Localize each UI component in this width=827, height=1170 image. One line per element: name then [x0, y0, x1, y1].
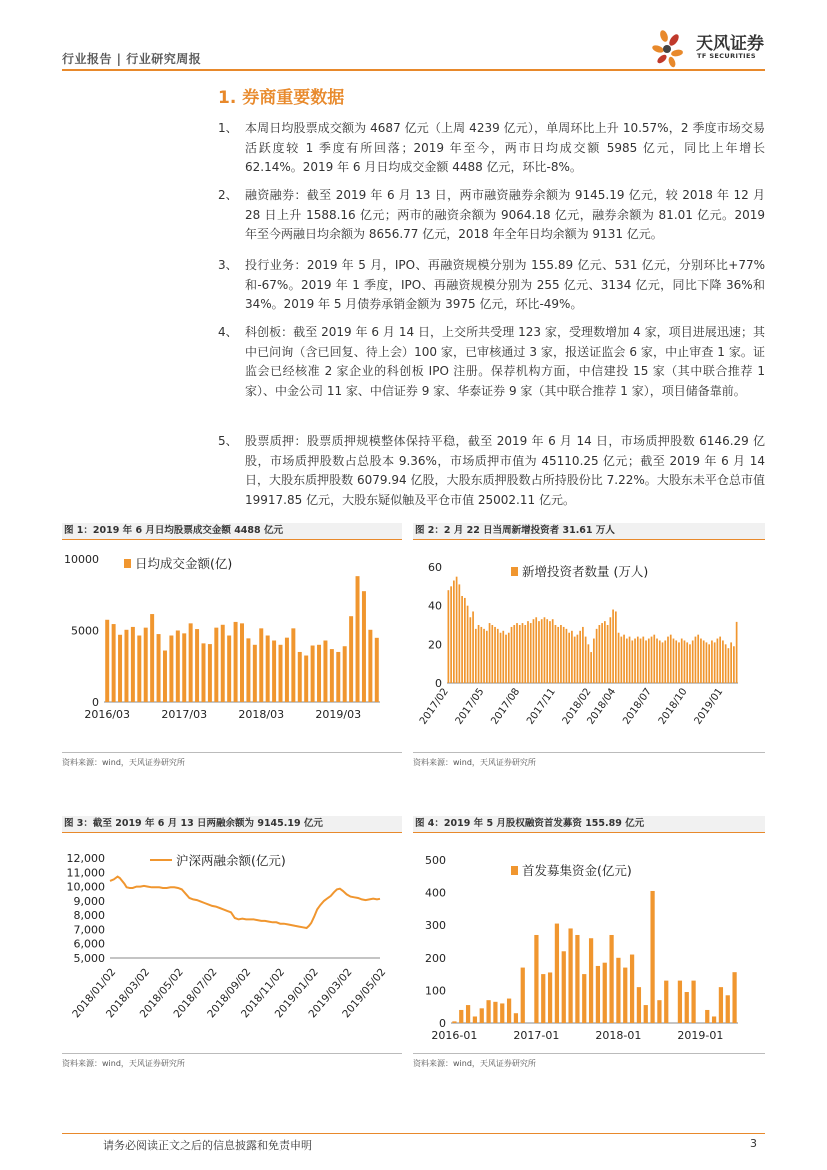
bar	[726, 995, 730, 1023]
bar	[521, 968, 525, 1023]
bar	[514, 1013, 518, 1023]
bar	[634, 639, 636, 683]
bar	[678, 981, 682, 1023]
logo-text-en: TF SECURITIES	[697, 52, 756, 60]
bar	[478, 625, 480, 683]
bar	[323, 641, 327, 702]
chart-1-svg	[62, 545, 402, 745]
figure-4-source-rule	[413, 1053, 765, 1054]
bar	[541, 619, 543, 683]
x-tick-label: 2018/09/02	[205, 966, 254, 1021]
bar	[530, 623, 532, 683]
bar	[291, 628, 295, 702]
bar	[719, 987, 723, 1023]
bar	[686, 642, 688, 683]
bar	[560, 625, 562, 683]
bar	[593, 639, 595, 683]
bar	[582, 627, 584, 683]
bar	[467, 606, 469, 683]
bar	[266, 636, 270, 702]
disclaimer-note: 请务必阅读正文之后的信息披露和免责申明	[103, 1139, 312, 1152]
bar	[645, 640, 647, 683]
y-tick-label: 100	[425, 984, 446, 998]
bar	[566, 629, 568, 683]
bar	[497, 629, 499, 683]
bar	[664, 640, 666, 683]
bar	[601, 623, 603, 683]
bar	[502, 631, 504, 683]
x-tick-label: 2018/04	[585, 686, 619, 727]
bar	[124, 630, 128, 702]
bar	[195, 629, 199, 702]
figure-3-title: 图 3：截至 2019 年 6 月 13 日两融余额为 9145.19 亿元	[62, 816, 402, 832]
figure-4-chart	[413, 838, 765, 1048]
bar	[615, 611, 617, 683]
bar	[604, 621, 606, 683]
x-tick-label: 2018/03	[238, 708, 285, 721]
bar	[240, 623, 244, 702]
bar	[279, 645, 283, 702]
bar	[664, 981, 668, 1023]
y-tick-label: 12,000	[66, 852, 105, 865]
bar	[637, 987, 641, 1023]
y-tick-label: 0	[439, 1017, 446, 1030]
paragraph-number: 5、	[218, 434, 238, 448]
bar	[708, 644, 710, 683]
bar	[450, 586, 452, 683]
bar	[555, 625, 557, 683]
paragraph-text: 股票质押：股票质押规模整体保持平稳，截至 2019 年 6 月 14 日，市场质押股数 6146.29 亿股，市场质押股数占总股本 9.36%，市场质押市值为 45110.25 亿元；截至 2019 年 6 月 14 日，大股东质押股数 6079.94 亿股，大股东质押股数占所持股份比 7.22%。大股东未平仓总市值 19917.85 亿元，大股东疑似触及平仓市值 25002.11 亿元。	[245, 434, 765, 507]
bar	[304, 656, 308, 702]
x-tick-label: 2017/08	[489, 686, 523, 727]
bar	[629, 637, 631, 683]
bar	[651, 637, 653, 683]
y-tick-label: 6,000	[73, 937, 105, 951]
x-tick-label: 2018/10	[656, 686, 690, 727]
bar	[336, 652, 340, 702]
bar	[684, 640, 686, 683]
x-tick-label: 2019/03	[315, 708, 362, 721]
series-line	[110, 877, 380, 928]
bar	[640, 639, 642, 683]
bar	[214, 628, 218, 702]
bar	[728, 648, 730, 683]
legend-swatch	[511, 866, 518, 875]
bar	[272, 641, 276, 702]
bar	[563, 627, 565, 683]
bar	[480, 1008, 484, 1023]
legend-swatch	[124, 559, 131, 568]
bar	[505, 635, 507, 683]
bar	[189, 623, 193, 702]
bar	[513, 625, 515, 683]
bar	[620, 637, 622, 683]
bar	[548, 972, 552, 1023]
bar	[112, 624, 116, 702]
y-tick-label: 40	[428, 599, 442, 613]
bar	[574, 637, 576, 683]
legend-swatch	[511, 567, 518, 576]
paragraph-text: 本周日均股票成交额为 4687 亿元（上周 4239 亿元），单周环比上升 10.57%，2 季度市场交易活跃度较 1 季度有所回落；2019 年至今，两市日均成交额 5985 亿元，同比上年增长 62.14%。2019 年 6 月日均成交金额 4488 亿元，环比-8%。	[245, 121, 765, 174]
bar	[670, 635, 672, 683]
bar	[448, 590, 450, 683]
bar	[483, 629, 485, 683]
bar	[466, 1005, 470, 1023]
bar	[480, 627, 482, 683]
x-tick-label: 2018/07/02	[171, 966, 220, 1021]
bar	[544, 617, 546, 683]
bar	[700, 639, 702, 683]
bar	[589, 938, 593, 1023]
bar	[169, 636, 173, 702]
bar	[623, 635, 625, 683]
bar	[253, 645, 257, 702]
y-tick-label: 300	[425, 919, 446, 933]
x-tick-label: 2017-01	[513, 1029, 560, 1042]
bar	[486, 631, 488, 683]
bar	[653, 635, 655, 683]
bar	[571, 631, 573, 683]
bar	[678, 642, 680, 683]
bar	[681, 639, 683, 683]
x-tick-label: 2019-01	[677, 1029, 724, 1042]
paragraph-text: 投行业务：2019 年 5 月，IPO、再融资规模分别为 155.89 亿元、531 亿元，分别环比+77%和-67%。2019 年 1 季度，IPO、再融资规模分别为 255 亿元、3134 亿元，同比下降 36%和 34%。2019 年 5 月债券承销金额为 3975 亿元，环比-49%。	[245, 258, 765, 311]
bar	[105, 620, 109, 702]
bar	[736, 622, 738, 683]
bar	[118, 635, 122, 702]
bar	[607, 625, 609, 683]
figure-4-rule	[413, 832, 765, 833]
bar	[507, 999, 511, 1023]
bar	[692, 640, 694, 683]
legend-label: 沪深两融余额(亿元)	[176, 853, 286, 868]
bar	[552, 619, 554, 683]
y-tick-label: 0	[435, 677, 442, 690]
bar	[522, 623, 524, 683]
x-tick-label: 2018-01	[595, 1029, 642, 1042]
paragraph-4	[218, 323, 765, 401]
bar	[473, 1016, 477, 1023]
bar	[453, 581, 455, 683]
bar	[630, 955, 634, 1023]
bar	[725, 644, 727, 683]
bar	[464, 598, 466, 683]
paragraph-2	[218, 186, 765, 245]
chart-4-svg	[413, 838, 765, 1048]
x-tick-label: 2017/03	[161, 708, 208, 721]
bar	[182, 633, 186, 702]
bar	[546, 619, 548, 683]
bar	[711, 640, 713, 683]
bar	[461, 596, 463, 683]
bar	[631, 640, 633, 683]
bar	[456, 577, 458, 683]
x-tick-label: 2016-01	[431, 1029, 478, 1042]
figure-3-source-rule	[62, 1053, 402, 1054]
bar	[650, 891, 654, 1023]
y-tick-label: 200	[425, 951, 446, 965]
footer-divider	[62, 1133, 765, 1134]
bar	[557, 627, 559, 683]
y-tick-label: 10,000	[66, 880, 105, 894]
paragraph-number: 1、	[218, 121, 238, 135]
paragraph-3	[218, 256, 765, 315]
bar	[311, 646, 315, 702]
bar	[362, 591, 366, 702]
figure-1-chart	[62, 545, 402, 745]
figure-1-rule	[62, 539, 402, 540]
bar	[516, 623, 518, 683]
bar	[486, 1000, 490, 1023]
y-tick-label: 20	[428, 638, 442, 652]
bar	[717, 639, 719, 683]
bar	[459, 1010, 463, 1023]
bar	[609, 935, 613, 1023]
bar	[648, 639, 650, 683]
figure-3-rule	[62, 832, 402, 833]
bar	[703, 640, 705, 683]
section-title: 1. 券商重要数据	[218, 88, 345, 108]
bar	[246, 638, 250, 702]
bar	[568, 633, 570, 683]
logo-text-cn: 天风证券	[696, 34, 764, 54]
bar	[489, 623, 491, 683]
y-tick-label: 9,000	[73, 894, 105, 908]
figure-4-title: 图 4：2019 年 5 月股权融资首发募资 155.89 亿元	[413, 816, 765, 832]
bar	[667, 637, 669, 683]
legend-label: 新增投资者数量 (万人)	[522, 564, 649, 579]
bar	[535, 617, 537, 683]
bar	[475, 629, 477, 683]
bar	[150, 614, 154, 702]
bar	[208, 644, 212, 702]
bar	[298, 652, 302, 702]
bar	[500, 1003, 504, 1023]
bar	[511, 627, 513, 683]
header-divider	[62, 69, 765, 71]
x-tick-label: 2018/03/02	[103, 966, 153, 1021]
bar	[656, 639, 658, 683]
bar	[582, 974, 586, 1023]
figure-2-title: 图 2：2 月 22 日当周新增投资者 31.61 万人	[413, 523, 765, 539]
bar	[644, 1005, 648, 1023]
bar	[493, 1002, 497, 1023]
paragraph-number: 4、	[218, 325, 238, 339]
bar	[657, 1000, 661, 1023]
bar	[623, 968, 627, 1023]
bar	[732, 972, 736, 1023]
figure-4-source: 资料来源：wind，天风证券研究所	[413, 1059, 536, 1068]
figure-1-source-rule	[62, 752, 402, 753]
bar	[494, 627, 496, 683]
bar	[719, 637, 721, 683]
bar	[596, 629, 598, 683]
report-category: 行业报告 | 行业研究周报	[62, 52, 202, 66]
bar	[508, 633, 510, 683]
bar	[201, 643, 205, 702]
y-tick-label: 0	[92, 696, 99, 709]
bar	[541, 974, 545, 1023]
bar	[534, 935, 538, 1023]
bar	[705, 1010, 709, 1023]
paragraph-text: 科创板：截至 2019 年 6 月 14 日，上交所共受理 123 家，受理数增加 4 家，项目进展迅速；其中已问询（含已回复、待上会）100 家，已审核通过 3 家，报送证监会 6 家，中止审查 1 家。证监会已经核准 2 家企业的科创板 IPO 注册。保荐机构方面，中信建投 15 家（其中联合推荐 1 家）、中金公司 11 家、中信证券 9 家、华泰证券 9 家（其中联合推荐 1 家），项目储备靠前。	[245, 325, 765, 398]
bar	[637, 637, 639, 683]
y-tick-label: 500	[425, 854, 446, 867]
bar	[527, 621, 529, 683]
bar	[730, 642, 732, 683]
figure-1-source: 资料来源：wind，天风证券研究所	[62, 758, 185, 767]
x-tick-label: 2018/01/02	[70, 966, 119, 1021]
bar	[599, 625, 601, 683]
bar	[555, 924, 559, 1023]
paragraph-number: 2、	[218, 188, 238, 202]
y-tick-label: 400	[425, 886, 446, 900]
bar	[356, 576, 360, 702]
logo-flower-icon	[652, 28, 694, 68]
bar	[722, 640, 724, 683]
bar	[349, 616, 353, 702]
x-tick-label: 2019/05/02	[340, 966, 389, 1021]
figure-1-title: 图 1：2019 年 6 月日均股票成交金额 4488 亿元	[62, 523, 402, 539]
bar	[452, 1021, 456, 1023]
figure-3-chart	[62, 838, 402, 1048]
bar	[131, 627, 135, 702]
paragraph-number: 3、	[218, 258, 238, 272]
bar	[524, 625, 526, 683]
bar	[538, 621, 540, 683]
bar	[695, 637, 697, 683]
bar	[459, 584, 461, 683]
bar	[575, 935, 579, 1023]
bar	[144, 628, 148, 702]
chart-3-svg	[62, 838, 402, 1048]
legend-label: 首发募集资金(亿元)	[522, 863, 632, 878]
figure-2-source-rule	[413, 752, 765, 753]
x-tick-label: 2018/07	[621, 686, 654, 727]
page-number: 3	[750, 1137, 757, 1150]
bar	[714, 642, 716, 683]
company-logo	[652, 28, 768, 68]
y-tick-label: 60	[428, 561, 442, 574]
paragraph-5	[218, 432, 765, 510]
bar	[590, 652, 592, 683]
bar	[596, 966, 600, 1023]
bar	[259, 628, 263, 702]
bar	[469, 617, 471, 683]
bar	[533, 619, 535, 683]
y-tick-label: 10000	[64, 553, 99, 566]
paragraph-1	[218, 119, 765, 178]
bar	[577, 635, 579, 683]
bar	[176, 631, 180, 703]
paragraph-text: 融资融券：截至 2019 年 6 月 13 日，两市融资融券余额为 9145.19 亿元，较 2018 年 12 月 28 日上升 1588.16 亿元；两市的融资余额为 9064.18 亿元，融券余额为 81.01 亿元。2019 年至今两融日均余额为 8656.77 亿元，2018 年全年日均余额为 9131 亿元。	[245, 188, 765, 241]
bar	[368, 630, 372, 702]
x-tick-label: 2019/01	[692, 686, 726, 727]
x-tick-label: 2017/02	[417, 686, 451, 727]
bar	[609, 617, 611, 683]
bar	[685, 992, 689, 1023]
bar	[691, 981, 695, 1023]
bar	[562, 951, 566, 1023]
bar	[689, 644, 691, 683]
bar	[603, 963, 607, 1023]
bar	[673, 639, 675, 683]
x-tick-label: 2019/03/02	[306, 966, 355, 1021]
figure-3-source: 资料来源：wind，天风证券研究所	[62, 1059, 185, 1068]
x-tick-label: 2018/05/02	[137, 966, 186, 1021]
bar	[221, 625, 225, 702]
bar	[612, 610, 614, 683]
figure-2-rule	[413, 539, 765, 540]
bar	[343, 646, 347, 702]
y-tick-label: 7,000	[73, 923, 105, 937]
x-tick-label: 2016/03	[84, 708, 131, 721]
figure-2-chart	[413, 545, 765, 745]
bar	[549, 621, 551, 683]
x-tick-label: 2018/11/02	[238, 966, 288, 1021]
bar	[662, 642, 664, 683]
bar	[579, 631, 581, 683]
bar	[618, 633, 620, 683]
bar	[234, 622, 238, 702]
figure-2-source: 资料来源：wind，天风证券研究所	[413, 758, 536, 767]
y-tick-label: 5000	[71, 624, 99, 638]
chart-2-svg	[413, 545, 765, 745]
y-tick-label: 8,000	[73, 909, 105, 923]
bar	[375, 638, 379, 702]
bar	[157, 634, 161, 702]
bar	[227, 636, 231, 702]
bar	[697, 635, 699, 683]
bar	[642, 637, 644, 683]
legend-label: 日均成交金额(亿)	[135, 556, 233, 571]
bar	[519, 625, 521, 683]
x-tick-label: 2018/02	[560, 686, 594, 727]
bar	[137, 636, 141, 702]
bar	[675, 640, 677, 683]
bar	[616, 958, 620, 1023]
bar	[712, 1016, 716, 1023]
bar	[733, 646, 735, 683]
bar	[285, 638, 289, 702]
x-tick-label: 2017/11	[525, 686, 558, 727]
bar	[706, 642, 708, 683]
bar	[626, 639, 628, 683]
bar	[472, 611, 474, 683]
y-tick-label: 5,000	[73, 952, 105, 965]
bar	[330, 649, 334, 702]
bar	[500, 633, 502, 683]
bar	[588, 644, 590, 683]
bar	[491, 625, 493, 683]
bar	[659, 640, 661, 683]
y-tick-label: 11,000	[66, 866, 105, 880]
x-tick-label: 2017/05	[453, 686, 487, 727]
bar	[585, 637, 587, 683]
x-tick-label: 2019/01/02	[272, 966, 321, 1021]
bar	[317, 645, 321, 702]
bar	[568, 928, 572, 1023]
bar	[163, 651, 167, 702]
